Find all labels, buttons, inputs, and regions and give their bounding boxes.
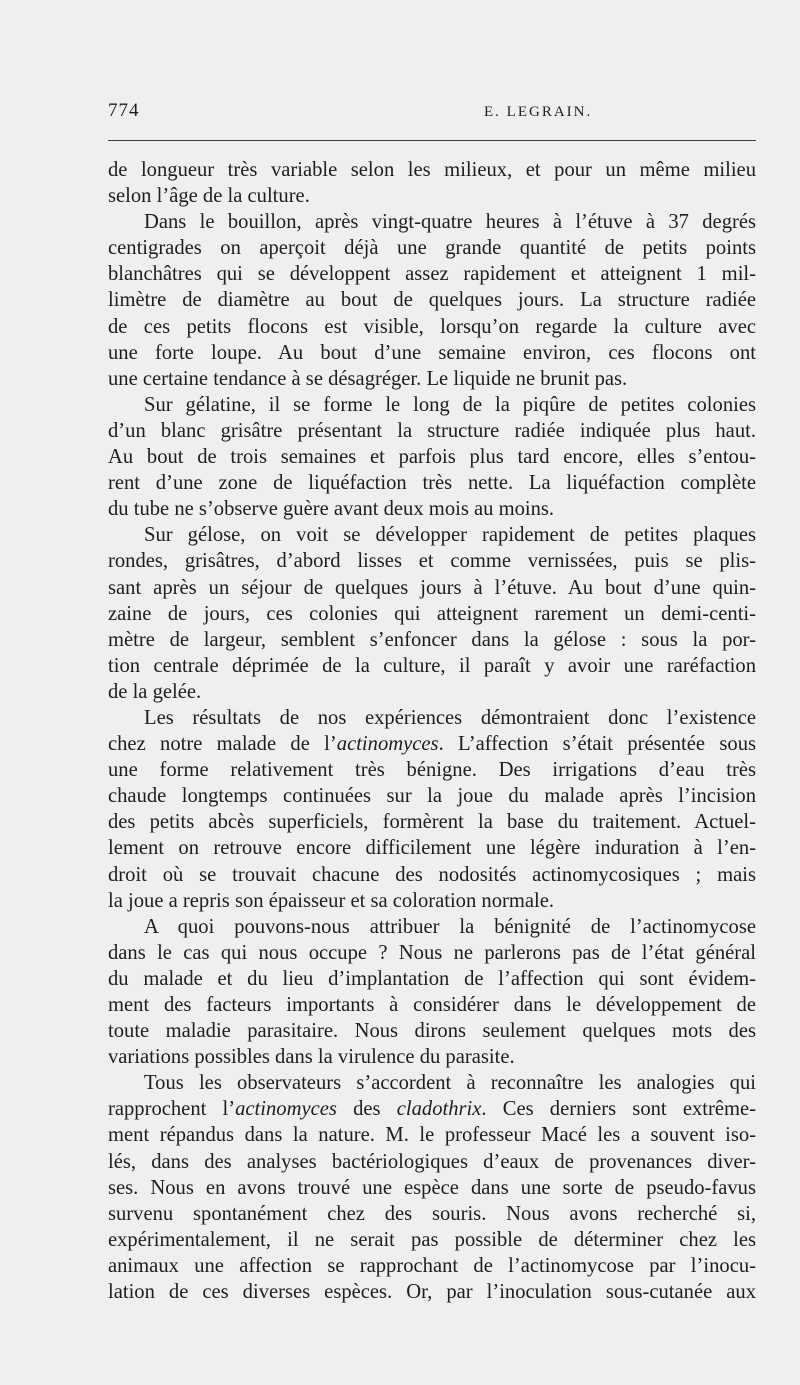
text-line: selon l’âge de la culture. (108, 185, 310, 208)
text-line: centigrades on aperçoit déjà une grande quantité de petits points (108, 237, 756, 260)
text-line: une certaine tendance à se désagréger. Le liquide ne brunit pas. (108, 367, 628, 390)
text-line: survenu spontanément chez des souris. Nous avons recherché si, (108, 1202, 756, 1225)
text-line: A quoi pouvons-nous attribuer la bénignité de l’actinomycose (144, 915, 756, 938)
text-line: de ces petits flocons est visible, lorsqu’on regarde la culture avec (108, 315, 756, 338)
text-line: du tube ne s’observe guère avant deux mois au moins. (108, 498, 555, 521)
text-line: variations possibles dans la virulence du parasite. (108, 1046, 515, 1069)
text-line: dans le cas qui nous occupe ? Nous ne parlerons pas de l’état général (108, 941, 756, 964)
text-line: Sur gélatine, il se forme le long de la piqûre de petites colonies (144, 393, 756, 416)
body-text (108, 157, 756, 1305)
text-line: des petits abcès superficiels, formèrent la base du traitement. Actuel- (108, 811, 756, 834)
text-segment: chez notre malade de l’ (108, 733, 337, 756)
text-line: chaude longtemps continuées sur la joue du malade après l’incision (108, 785, 756, 808)
text-segment: . Ces derniers sont extrême- (481, 1098, 756, 1121)
text-line: blanchâtres qui se développent assez rapidement et atteignent 1 mil- (108, 263, 756, 286)
page-header (108, 100, 756, 130)
text-line: lement on retrouve encore difficilement une légère induration à l’en- (108, 837, 756, 860)
header-rule (108, 140, 756, 141)
text-line: d’un blanc grisâtre présentant la structure radiée indiquée plus haut. (108, 419, 756, 442)
text-line: de la gelée. (108, 680, 202, 703)
text-line: limètre de diamètre au bout de quelques jours. La structure radiée (108, 289, 756, 312)
text-line: droit où se trouvait chacune des nodosités actinomycosiques ; mais (108, 863, 756, 886)
text-line: tion centrale déprimée de la culture, il paraît y avoir une raréfaction (108, 654, 756, 677)
text-line: Les résultats de nos expériences démontraient donc l’existence (144, 706, 756, 729)
italic-term: cladothrix (396, 1098, 482, 1121)
text-line: lation de ces diverses espèces. Or, par l’inoculation sous-cutanée aux (108, 1281, 756, 1304)
text-line: animaux une affection se rapprochant de l’actinomycose par l’inocu- (108, 1254, 756, 1277)
page-number: 774 (108, 100, 140, 121)
text-segment: . L’affection s’était présentée sous (438, 733, 756, 756)
text-line: ment répandus dans la nature. M. le professeur Macé les a souvent iso- (108, 1124, 756, 1147)
text-line: rent d’une zone de liquéfaction très nette. La liquéfaction complète (108, 472, 756, 495)
text-line: Sur gélose, on voit se développer rapidement de petites plaques (144, 524, 756, 547)
text-line: du malade et du lieu d’implantation de l’affection qui sont évidem- (108, 967, 756, 990)
text-line: ment des facteurs importants à considérer dans le développement de (108, 994, 756, 1016)
italic-term: actinomyces (336, 733, 439, 756)
text-line: une forme relativement très bénigne. Des irrigations d’eau très (108, 759, 756, 782)
text-line: ses. Nous en avons trouvé une espèce dans une sorte de pseudo-favus (108, 1176, 756, 1199)
text-line: rondes, grisâtres, d’abord lisses et comme vernissées, puis se plis- (108, 550, 756, 573)
text-line: toute maladie parasitaire. Nous dirons seulement quelques mots des (108, 1020, 756, 1043)
text-line: de longueur très variable selon les milieux, et pour un même milieu (108, 159, 756, 181)
text-segment: rapprochent l’ (108, 1098, 236, 1121)
text-line: lés, dans des analyses bactériologiques d’eaux de provenances diver- (108, 1150, 756, 1173)
text-line: mètre de largeur, semblent s’enfoncer dans la gélose : sous la por- (108, 628, 756, 651)
italic-term: actinomyces (235, 1098, 337, 1121)
text-line (108, 731, 756, 757)
text-line: Tous les observateurs s’accordent à reconnaître les analogies qui (144, 1072, 756, 1095)
text-line: la joue a repris son épaisseur et sa coloration normale. (108, 889, 555, 912)
text-line (108, 1096, 756, 1122)
text-line: Dans le bouillon, après vingt-quatre heures à l’étuve à 37 degrés (144, 211, 756, 234)
text-line: sant après un séjour de quelques jours à l’étuve. Au bout d’une quin- (108, 576, 756, 599)
text-line: zaine de jours, ces colonies qui atteignent rarement un demi-centi- (108, 602, 756, 625)
text-line: Au bout de trois semaines et parfois plus tard encore, elles s’entou- (108, 446, 756, 469)
text-line: expérimentalement, il ne serait pas possible de déterminer chez les (108, 1228, 756, 1251)
running-head: E. LEGRAIN. (484, 104, 593, 120)
text-line: une forte loupe. Au bout d’une semaine environ, ces flocons ont (108, 341, 756, 364)
text-segment: des (336, 1098, 397, 1121)
